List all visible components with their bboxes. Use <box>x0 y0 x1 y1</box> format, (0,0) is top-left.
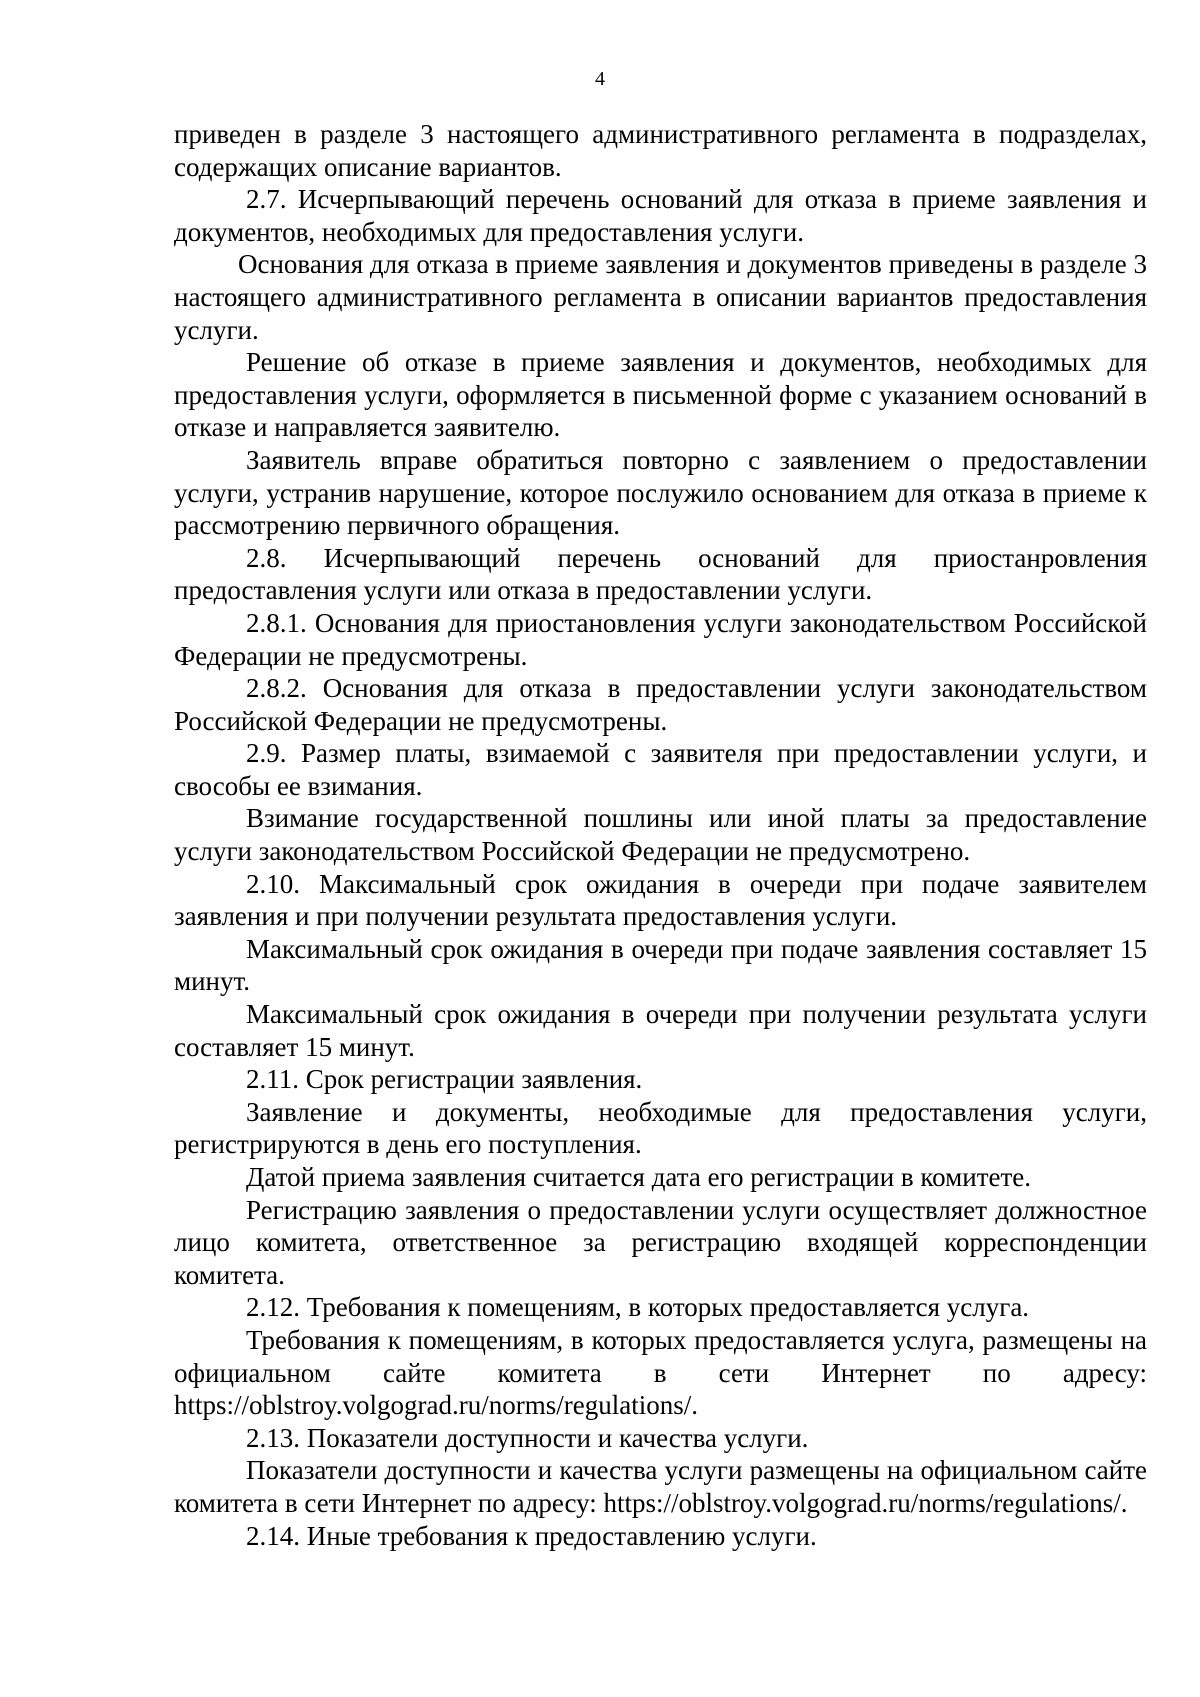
section-2-8-1: 2.8.1. Основания для приостановления услуги законодательством Российской Федерации не предусмотрены. <box>174 607 1147 671</box>
paragraph-wait-submission: Максимальный срок ожидания в очереди при подаче заявления составляет 15 минут. <box>174 933 1147 997</box>
section-2-13-heading: 2.13. Показатели доступности и качества услуги. <box>246 1422 809 1453</box>
section-2-11-heading: 2.11. Срок регистрации заявления. <box>246 1064 643 1095</box>
paragraph-quality-indicators: Показатели доступности и качества услуги размещены на официальном сайте комитета в сети Интернет по адресу: https://oblstroy.volgograd.ru/norms/regulations/. <box>174 1455 1147 1518</box>
document-body <box>174 118 1147 1552</box>
section-2-8-2: 2.8.2. Основания для отказа в предоставлении услуги законодательством Российской Федерации не предусмотрены. <box>174 673 1147 736</box>
page-number: 4 <box>595 68 605 90</box>
paragraph-refusal-decision: Решение об отказе в приеме заявления и документов, необходимых для предоставления услуги, оформляется в письменной форме с указанием оснований в отказе и направляется заявителю. <box>174 347 1147 443</box>
paragraph-registration-officer: Регистрацию заявления о предоставлении услуги осуществляет должностное лицо комитета, ответственное за регистрацию входящей корреспонденции комитета. <box>174 1194 1147 1290</box>
paragraph-wait-result: Максимальный срок ожидания в очереди при получении результата услуги составляет 15 минут. <box>174 999 1147 1062</box>
paragraph-premises-requirements: Требования к помещениям, в которых предоставляется услуга, размещены на официальном сайте комитета в сети Интернет по адресу: https://oblstroy.volgograd.ru/norms/regulations/. <box>174 1324 1147 1421</box>
section-2-7-heading: 2.7. Исчерпывающий перечень оснований для отказа в приеме заявления и документов, необходимых для предоставления услуги. <box>174 184 1147 247</box>
section-2-9-heading: 2.9. Размер платы, взимаемой с заявителя при предоставлении услуги, и свособы ее взимания. <box>174 738 1147 801</box>
section-2-8-heading: 2.8. Исчерпывающий перечень оснований для приостанровления предоставления услуги или отказа в предоставлении услуги. <box>174 542 1147 606</box>
paragraph-refusal-grounds: Основания для отказа в приеме заявления и документов приведены в разделе 3 настоящего административного регламента в описании вариантов предоставления услуги. <box>174 249 1147 345</box>
section-2-10-heading: 2.10. Максимальный срок ожидания в очереди при подаче заявителем заявления и при получении результата предоставления услуги. <box>174 868 1147 932</box>
section-2-12-heading: 2.12. Требования к помещениям, в которых предоставляется услуга. <box>246 1292 1030 1323</box>
paragraph-registration-day: Заявление и документы, необходимые для предоставления услуги, регистрируются в день его поступления. <box>174 1096 1147 1160</box>
paragraph-registration-date: Датой приема заявления считается дата его регистрации в комитете. <box>246 1162 1032 1192</box>
section-2-14-heading: 2.14. Иные требования к предоставлению услуги. <box>246 1520 817 1551</box>
paragraph-repeat-application: Заявитель вправе обратиться повторно с заявлением о предоставлении услуги, устранив нарушение, которое послужило основанием для отказа в приеме к рассмотрению первичного обращения. <box>174 444 1147 541</box>
paragraph-fee: Взимание государственной пошлины или иной платы за предоставление услуги законодательством Российской Федерации не предусмотрено. <box>174 803 1147 867</box>
paragraph-continuation: приведен в разделе 3 настоящего административного регламента в подразделах, содержащих описание вариантов. <box>174 119 1147 182</box>
